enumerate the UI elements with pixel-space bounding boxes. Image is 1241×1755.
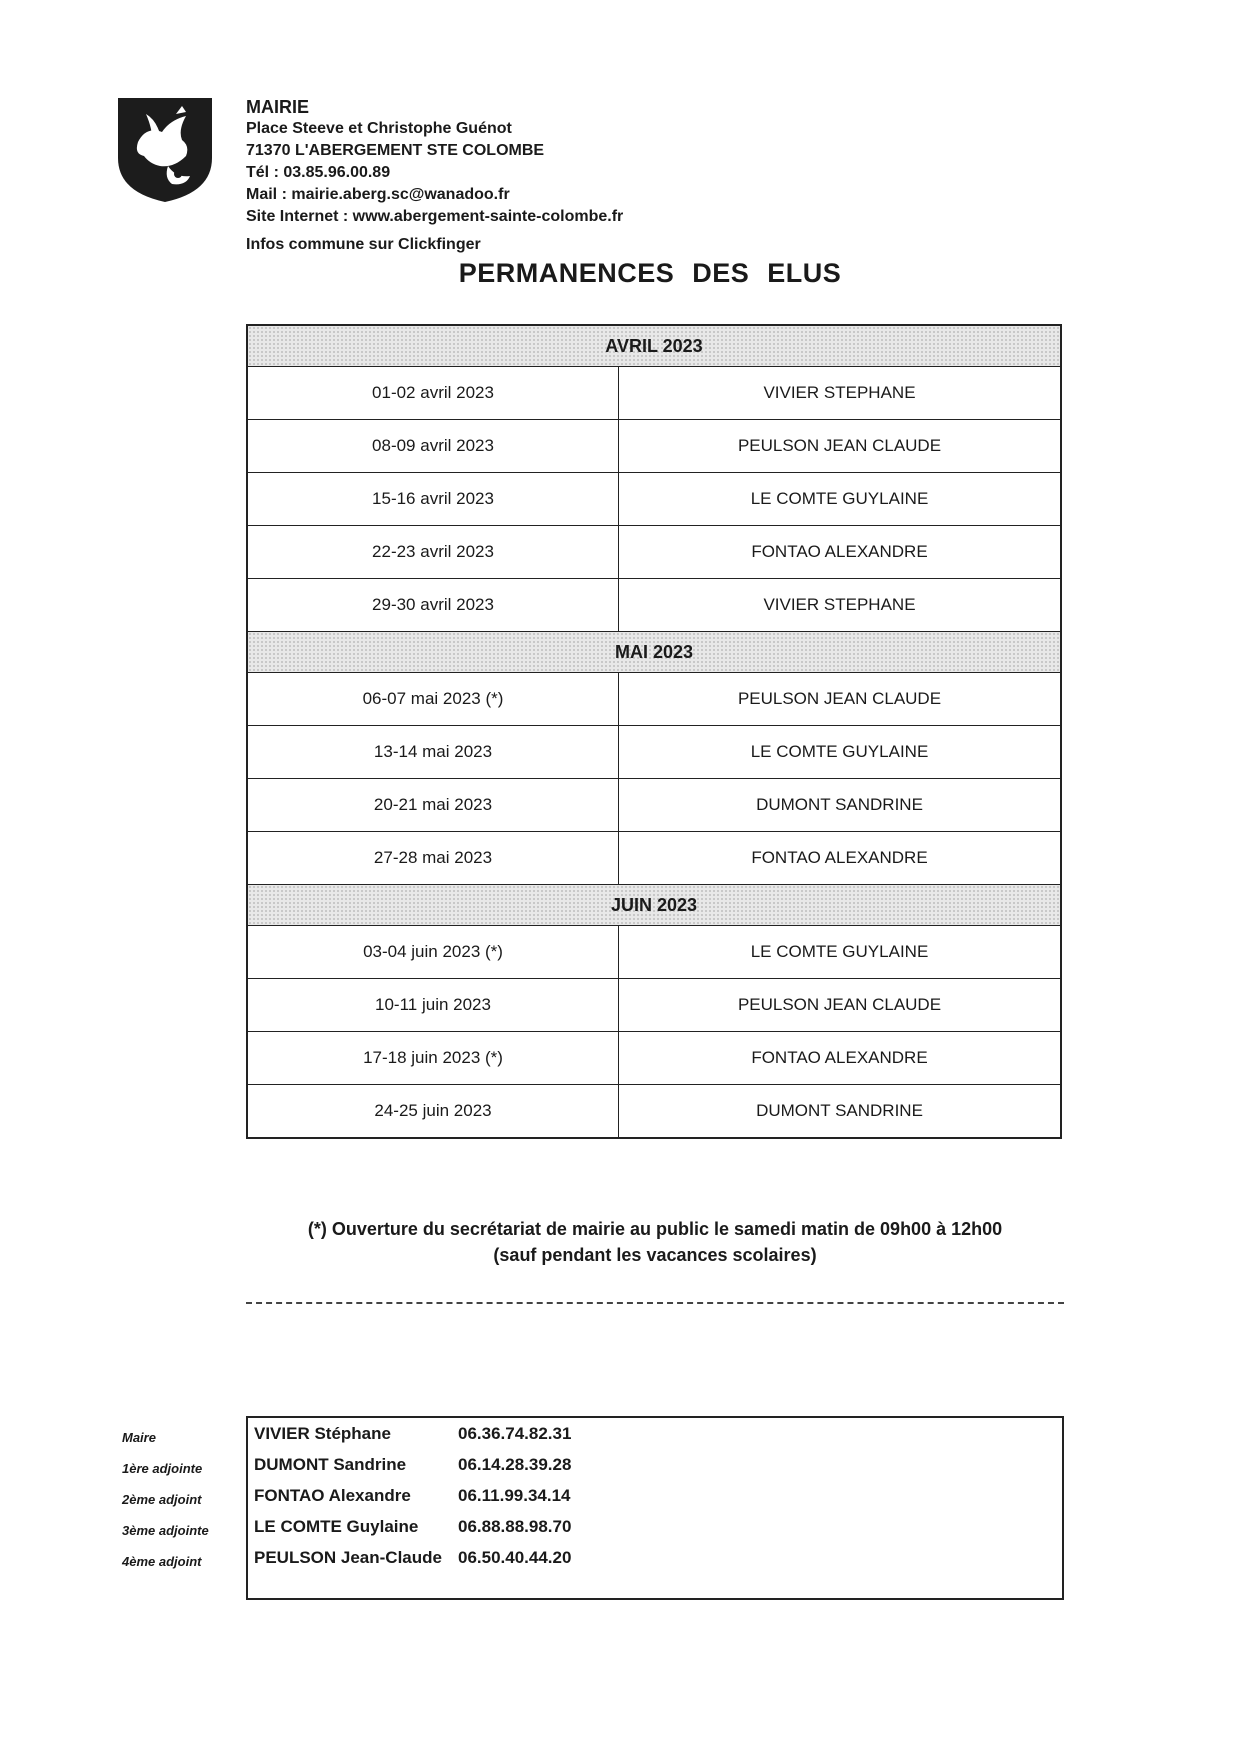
date-cell: 29-30 avril 2023 [248, 579, 619, 631]
dashed-divider [246, 1302, 1064, 1304]
schedule-table [246, 324, 1062, 1139]
contact-name: FONTAO Alexandre [254, 1485, 411, 1505]
table-row [248, 526, 1060, 579]
infos-commune: Infos commune sur Clickfinger [246, 236, 481, 253]
person-cell: LE COMTE GUYLAINE [750, 742, 929, 761]
table-row [248, 926, 1060, 979]
person-cell: PEULSON JEAN CLAUDE [737, 689, 942, 708]
table-row [248, 673, 1060, 726]
table-row [248, 1085, 1060, 1137]
contact-name: PEULSON Jean-Claude [254, 1547, 442, 1567]
date-cell: 15-16 avril 2023 [248, 473, 619, 525]
date-cell: 20-21 mai 2023 [248, 779, 619, 831]
contact-phone: 06.88.88.98.70 [458, 1516, 572, 1536]
date-cell: 08-09 avril 2023 [248, 420, 619, 472]
contact-phone: 06.36.74.82.31 [458, 1423, 572, 1443]
contact-name: LE COMTE Guylaine [254, 1516, 419, 1536]
table-row [248, 420, 1060, 473]
contact-row [248, 1511, 1062, 1542]
table-row [248, 779, 1060, 832]
date-cell: 10-11 juin 2023 [248, 979, 619, 1031]
table-row [248, 473, 1060, 526]
month-header-avril: AVRIL 2023 [248, 326, 1060, 367]
mairie-address: Place Steeve et Christophe Guénot [246, 120, 512, 137]
opening-note-line2: (sauf pendant les vacances scolaires) [493, 1245, 817, 1265]
opening-note [0, 1216, 1241, 1268]
mairie-name: MAIRIE [246, 97, 309, 117]
date-cell: 01-02 avril 2023 [248, 367, 619, 419]
contact-row [248, 1418, 1062, 1449]
person-cell: DUMONT SANDRINE [756, 795, 923, 814]
table-row [248, 367, 1060, 420]
role-label: 2ème adjoint [122, 1492, 202, 1507]
table-row [248, 979, 1060, 1032]
table-row [248, 832, 1060, 885]
month-header-mai: MAI 2023 [248, 632, 1060, 673]
mairie-site: Site Internet : www.abergement-sainte-colombe.fr [246, 208, 624, 225]
contact-phone: 06.50.40.44.20 [458, 1547, 572, 1567]
contact-name: VIVIER Stéphane [254, 1423, 391, 1443]
contact-row [248, 1542, 1062, 1573]
page-title: PERMANENCES DES ELUS [458, 258, 842, 288]
mairie-mail: Mail : mairie.aberg.sc@wanadoo.fr [246, 186, 510, 203]
person-cell: DUMONT SANDRINE [756, 1101, 923, 1120]
date-cell: 03-04 juin 2023 (*) [248, 926, 619, 978]
contacts-box [246, 1416, 1064, 1600]
person-cell: LE COMTE GUYLAINE [750, 942, 929, 961]
person-cell: VIVIER STEPHANE [763, 595, 916, 614]
role-label: 3ème adjointe [122, 1523, 209, 1538]
person-cell: FONTAO ALEXANDRE [751, 542, 928, 561]
person-cell: FONTAO ALEXANDRE [751, 1048, 928, 1067]
contact-name: DUMONT Sandrine [254, 1454, 407, 1474]
coat-of-arms-logo [116, 96, 214, 204]
table-row [248, 1032, 1060, 1085]
role-label: 4ème adjoint [122, 1554, 202, 1569]
date-cell: 22-23 avril 2023 [248, 526, 619, 578]
person-cell: PEULSON JEAN CLAUDE [737, 995, 942, 1014]
date-cell: 06-07 mai 2023 (*) [248, 673, 619, 725]
role-label: Maire [122, 1430, 156, 1445]
contact-phone: 06.14.28.39.28 [458, 1454, 572, 1474]
contact-row [248, 1480, 1062, 1511]
date-cell: 24-25 juin 2023 [248, 1085, 619, 1137]
person-cell: LE COMTE GUYLAINE [750, 489, 929, 508]
mairie-header [246, 96, 623, 228]
table-row [248, 726, 1060, 779]
contact-phone: 06.11.99.34.14 [458, 1485, 571, 1505]
date-cell: 27-28 mai 2023 [248, 832, 619, 884]
date-cell: 13-14 mai 2023 [248, 726, 619, 778]
date-cell: 17-18 juin 2023 (*) [248, 1032, 619, 1084]
role-labels [122, 1422, 209, 1577]
mairie-phone: Tél : 03.85.96.00.89 [246, 164, 391, 181]
person-cell: VIVIER STEPHANE [763, 383, 916, 402]
role-label: 1ère adjointe [122, 1461, 203, 1476]
contact-row [248, 1449, 1062, 1480]
opening-note-line1: (*) Ouverture du secrétariat de mairie au public le samedi matin de 09h00 à 12h00 [307, 1219, 1003, 1239]
person-cell: FONTAO ALEXANDRE [751, 848, 928, 867]
table-row [248, 579, 1060, 632]
month-header-juin: JUIN 2023 [248, 885, 1060, 926]
mairie-city: 71370 L'ABERGEMENT STE COLOMBE [246, 142, 545, 159]
person-cell: PEULSON JEAN CLAUDE [737, 436, 942, 455]
